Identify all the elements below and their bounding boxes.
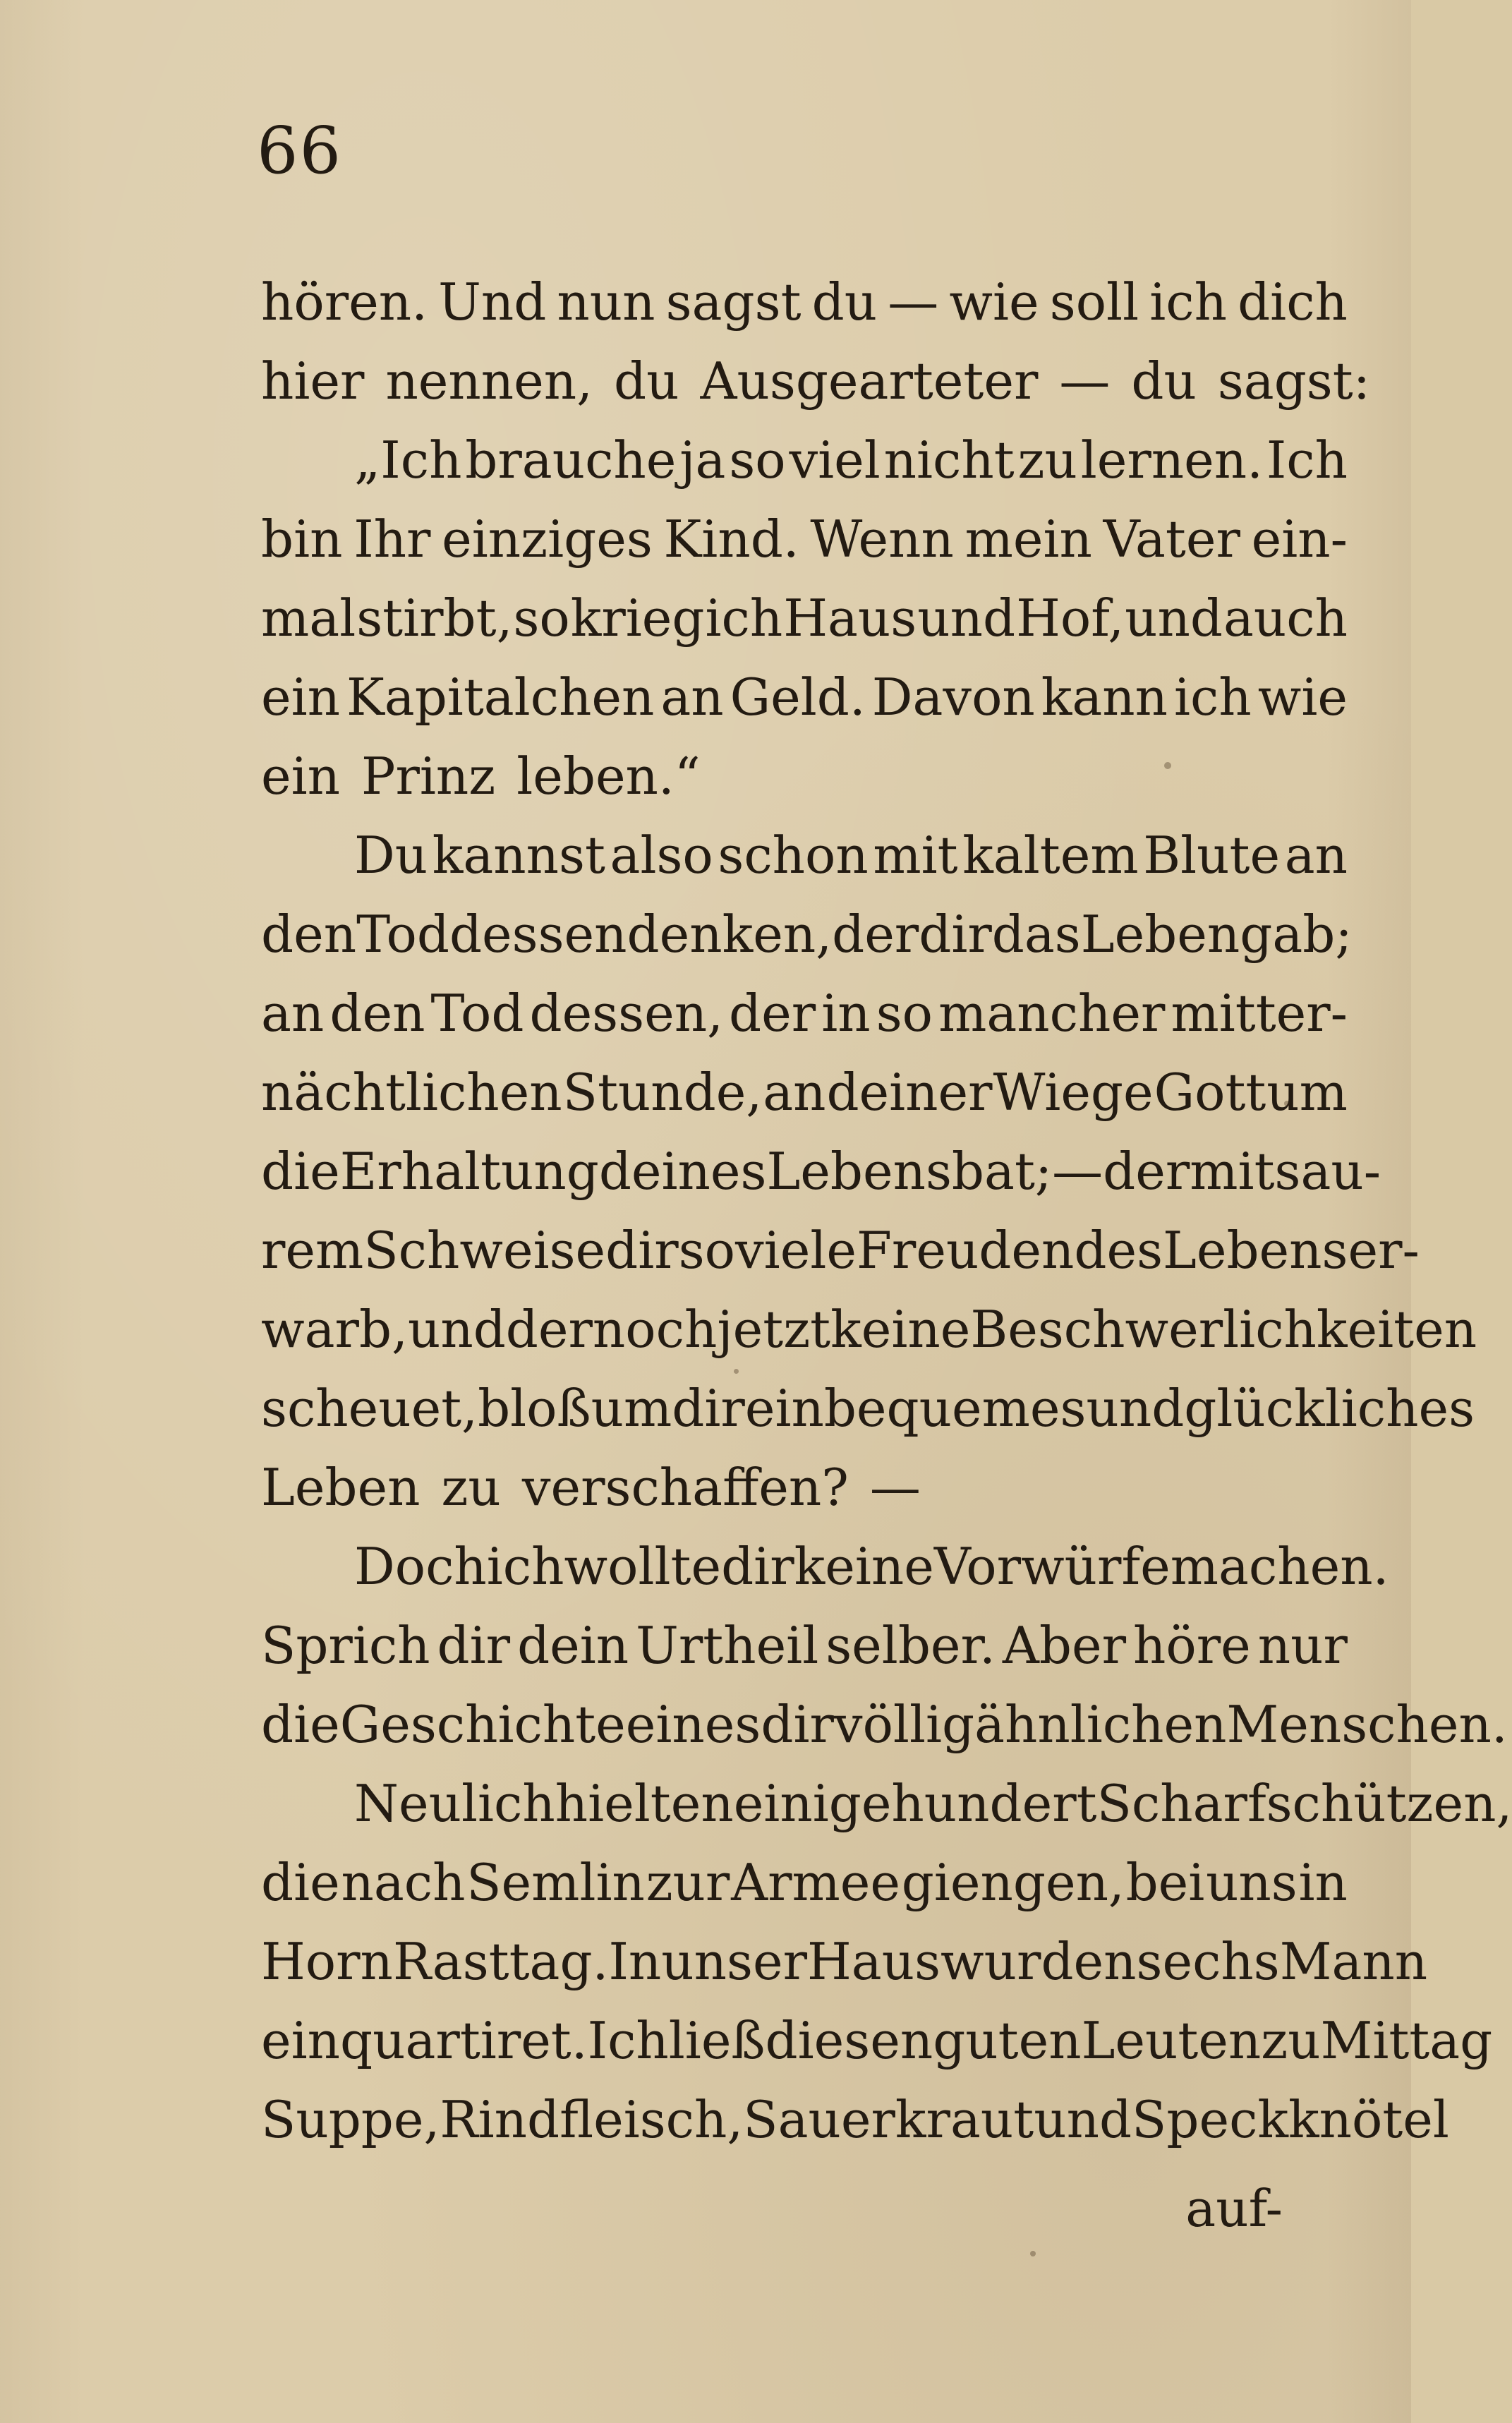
- word: Kapitalchen: [346, 667, 655, 727]
- word: schon: [718, 826, 869, 885]
- word: die: [261, 1142, 340, 1201]
- word: Davon: [871, 667, 1035, 727]
- word: hören.: [261, 272, 428, 332]
- word: des: [1074, 1221, 1163, 1280]
- word: dir: [605, 1221, 679, 1280]
- word: und: [1034, 2090, 1132, 2149]
- word: Rindfleisch,: [440, 2090, 744, 2149]
- word: Mann: [1279, 1932, 1428, 1991]
- word: Hof,: [1016, 588, 1125, 648]
- word: du: [811, 272, 878, 332]
- text-line: [261, 1053, 1348, 1132]
- word: stirbt,: [356, 588, 513, 648]
- word: Ich: [1266, 430, 1348, 490]
- word: mal: [261, 588, 356, 648]
- word: keine: [830, 1300, 971, 1359]
- word: Kind.: [663, 509, 799, 569]
- word: Prinz: [361, 747, 496, 806]
- word: so: [513, 588, 570, 648]
- word: rem: [261, 1221, 364, 1280]
- word: ließ: [668, 2011, 766, 2070]
- word: Haus: [806, 1932, 941, 1991]
- word: Mittag: [1320, 2011, 1493, 2070]
- word: sechs: [1136, 1932, 1280, 1991]
- word: Tod: [430, 984, 524, 1043]
- text-line: [261, 342, 1370, 421]
- word: zu: [441, 1458, 501, 1517]
- word: an: [261, 984, 325, 1043]
- word: dir: [672, 1379, 745, 1438]
- word: einquartiret.: [261, 2011, 588, 2070]
- word: mancher: [938, 984, 1166, 1043]
- word: ich: [1174, 667, 1252, 727]
- word: zu: [1017, 430, 1077, 490]
- word: ich: [1149, 272, 1227, 332]
- word: unser: [661, 1932, 807, 1991]
- word: machen.: [1170, 1537, 1389, 1596]
- word: ein: [261, 747, 341, 806]
- word: bin: [261, 509, 343, 569]
- word: bei: [1125, 1853, 1205, 1912]
- word: Neulich: [354, 1774, 555, 1833]
- word: Haus: [783, 588, 917, 648]
- text-line: [261, 421, 1348, 500]
- word: bloß: [478, 1379, 591, 1438]
- word: gab;: [1240, 905, 1353, 964]
- word: wollte: [564, 1537, 722, 1596]
- text-line: [261, 2001, 1493, 2080]
- word: der: [505, 1300, 593, 1359]
- word: jetzt: [717, 1300, 831, 1359]
- word: hielten: [555, 1774, 734, 1833]
- word: höre: [1133, 1616, 1251, 1675]
- word: das: [991, 905, 1081, 964]
- word: sau-: [1274, 1142, 1381, 1201]
- word: nächtlichen: [261, 1063, 562, 1122]
- word: wie: [1257, 667, 1348, 727]
- word: Schweise: [363, 1221, 606, 1280]
- word: nicht: [883, 430, 1015, 490]
- word: Ich: [587, 2011, 669, 2070]
- text-line: [261, 816, 1348, 895]
- word: kannst: [432, 826, 605, 885]
- word: dir: [761, 1695, 834, 1754]
- word: Beschwerlichkeiten: [970, 1300, 1477, 1359]
- word: völlig: [833, 1695, 975, 1754]
- word: um: [1266, 1063, 1348, 1122]
- word: Wenn: [810, 509, 954, 569]
- text-line: [261, 500, 1348, 579]
- word: ähnlichen: [974, 1695, 1227, 1754]
- text-line: [261, 1211, 1420, 1290]
- word: ich: [486, 1537, 564, 1596]
- text-line: [261, 1764, 1512, 1843]
- page-number: 66: [257, 113, 343, 188]
- text-line: [261, 895, 1353, 974]
- word: und: [1125, 588, 1223, 648]
- word: viel: [789, 430, 881, 490]
- word: Du: [354, 826, 428, 885]
- word: also: [610, 826, 713, 885]
- word: die: [261, 1695, 340, 1754]
- word: in: [1298, 1853, 1348, 1912]
- word: denken,: [627, 905, 833, 964]
- word: —: [1059, 351, 1111, 411]
- word: Suppe,: [261, 2090, 440, 2149]
- word: nach: [341, 1853, 466, 1912]
- word: so: [678, 1221, 735, 1280]
- word: einziges: [442, 509, 653, 569]
- word: der: [1103, 1142, 1190, 1201]
- word: mein: [964, 509, 1092, 569]
- text-line: [261, 1527, 1389, 1606]
- word: Sprich: [261, 1616, 430, 1675]
- word: noch: [592, 1300, 718, 1359]
- word: leben.“: [516, 747, 701, 806]
- word: dein: [517, 1616, 629, 1675]
- paper-speck: [1030, 2251, 1036, 2256]
- word: glückliches: [1184, 1379, 1475, 1438]
- paper-speck: [1164, 762, 1171, 769]
- word: selber.: [825, 1616, 996, 1675]
- word: Vorwürfe: [933, 1537, 1171, 1596]
- word: brauche: [465, 430, 677, 490]
- word: Und: [438, 272, 547, 332]
- text-line: [261, 1132, 1381, 1211]
- word: krieg: [570, 588, 705, 648]
- word: Vater: [1103, 509, 1240, 569]
- word: In: [608, 1932, 662, 1991]
- word: den: [261, 905, 357, 964]
- catchword: auf-: [1185, 2179, 1283, 2238]
- word: zu: [1261, 2011, 1321, 2070]
- word: dir: [919, 905, 992, 964]
- paper-speck: [734, 1369, 739, 1374]
- word: Horn: [261, 1932, 393, 1991]
- word: bat;: [951, 1142, 1053, 1201]
- word: keine: [794, 1537, 934, 1596]
- word: scheuet,: [261, 1379, 478, 1438]
- word: bequemes: [823, 1379, 1087, 1438]
- word: so: [876, 984, 933, 1043]
- word: an: [660, 667, 724, 727]
- word: —: [888, 272, 939, 332]
- text-line: [261, 1369, 1475, 1448]
- word: kaltem: [962, 826, 1139, 885]
- word: —: [1052, 1142, 1103, 1201]
- word: ich: [705, 588, 783, 648]
- word: Semlin: [466, 1853, 645, 1912]
- word: deiner: [826, 1063, 993, 1122]
- paper-speck: [1284, 1101, 1290, 1106]
- word: mit: [873, 826, 958, 885]
- word: Gott: [1154, 1063, 1266, 1122]
- text-line: [261, 1685, 1508, 1764]
- word: ein-: [1251, 509, 1348, 569]
- word: Erhaltung: [339, 1142, 599, 1201]
- word: Urtheil: [636, 1616, 819, 1675]
- word: eines: [625, 1695, 761, 1754]
- word: kann: [1041, 667, 1168, 727]
- word: Ausgearteter: [700, 351, 1039, 411]
- word: Doch: [354, 1537, 487, 1596]
- word: Rasttag.: [392, 1932, 609, 1991]
- word: verschaffen?: [521, 1458, 849, 1517]
- word: Aber: [1002, 1616, 1127, 1675]
- word: hundert: [891, 1774, 1097, 1833]
- word: den: [329, 984, 425, 1043]
- word: giengen,: [901, 1853, 1125, 1912]
- word: Leben: [1080, 905, 1240, 964]
- body-text: [261, 262, 1512, 2159]
- word: mit: [1190, 1142, 1275, 1201]
- word: Wiege: [993, 1063, 1154, 1122]
- word: der: [729, 984, 816, 1043]
- word: dessen: [449, 905, 627, 964]
- text-line: [261, 974, 1348, 1053]
- word: wie: [949, 272, 1039, 332]
- word: nun: [557, 272, 655, 332]
- word: Stunde,: [562, 1063, 763, 1122]
- word: nennen,: [385, 351, 593, 411]
- word: Leben: [261, 1458, 421, 1517]
- word: dir: [437, 1616, 511, 1675]
- word: hier: [261, 351, 365, 411]
- word: er-: [1348, 1221, 1420, 1280]
- word: zur: [646, 1853, 730, 1912]
- word: dir: [721, 1537, 794, 1596]
- text-line: [261, 658, 1348, 737]
- word: ein: [261, 667, 341, 727]
- word: nur: [1257, 1616, 1348, 1675]
- word: dich: [1238, 272, 1348, 332]
- word: soll: [1049, 272, 1139, 332]
- word: und: [1086, 1379, 1185, 1438]
- word: um: [591, 1379, 672, 1438]
- text-line: [261, 1290, 1477, 1369]
- word: ein: [744, 1379, 824, 1438]
- word: lernen.: [1080, 430, 1263, 490]
- text-line: [261, 1448, 1348, 1527]
- word: wurden: [941, 1932, 1137, 1991]
- word: du: [1131, 351, 1197, 411]
- word: die: [261, 1853, 340, 1912]
- word: deines: [598, 1142, 767, 1201]
- word: Leuten: [1081, 2011, 1262, 2070]
- word: so: [729, 430, 786, 490]
- word: —: [869, 1458, 921, 1517]
- word: sagst: [665, 272, 802, 332]
- word: ja: [679, 430, 726, 490]
- text-line: [261, 737, 1348, 816]
- word: guten: [933, 2011, 1082, 2070]
- text-line: [261, 1606, 1348, 1685]
- word: sagst:: [1217, 351, 1370, 411]
- word: Geld.: [730, 667, 866, 727]
- word: dessen,: [529, 984, 723, 1043]
- word: auch: [1223, 588, 1348, 648]
- word: Geschichte: [339, 1695, 626, 1754]
- word: an: [1284, 826, 1348, 885]
- word: Tod: [356, 905, 449, 964]
- word: Armee: [731, 1853, 901, 1912]
- word: Lebens: [1163, 1221, 1348, 1280]
- text-line: [261, 579, 1348, 658]
- word: Lebens: [766, 1142, 952, 1201]
- word: an: [763, 1063, 826, 1122]
- text-line: [261, 1922, 1428, 2001]
- word: in: [821, 984, 871, 1043]
- text-line: [261, 262, 1348, 342]
- word: Ihr: [353, 509, 431, 569]
- word: mitter-: [1171, 984, 1348, 1043]
- word: Speckknötel: [1132, 2090, 1449, 2149]
- word: viele: [735, 1221, 857, 1280]
- word: uns: [1206, 1853, 1298, 1912]
- word: einige: [733, 1774, 892, 1833]
- word: und: [917, 588, 1016, 648]
- word: und: [407, 1300, 506, 1359]
- word: Blute: [1143, 826, 1281, 885]
- text-line: [261, 2080, 1449, 2159]
- word: „Ich: [354, 430, 462, 490]
- word: der: [832, 905, 919, 964]
- word: du: [614, 351, 679, 411]
- text-line: [261, 1843, 1348, 1922]
- word: Menschen.: [1226, 1695, 1508, 1754]
- word: warb,: [261, 1300, 408, 1359]
- word: Sauerkraut: [743, 2090, 1034, 2149]
- word: Scharfschützen,: [1096, 1774, 1512, 1833]
- word: diesen: [765, 2011, 933, 2070]
- word: Freuden: [856, 1221, 1075, 1280]
